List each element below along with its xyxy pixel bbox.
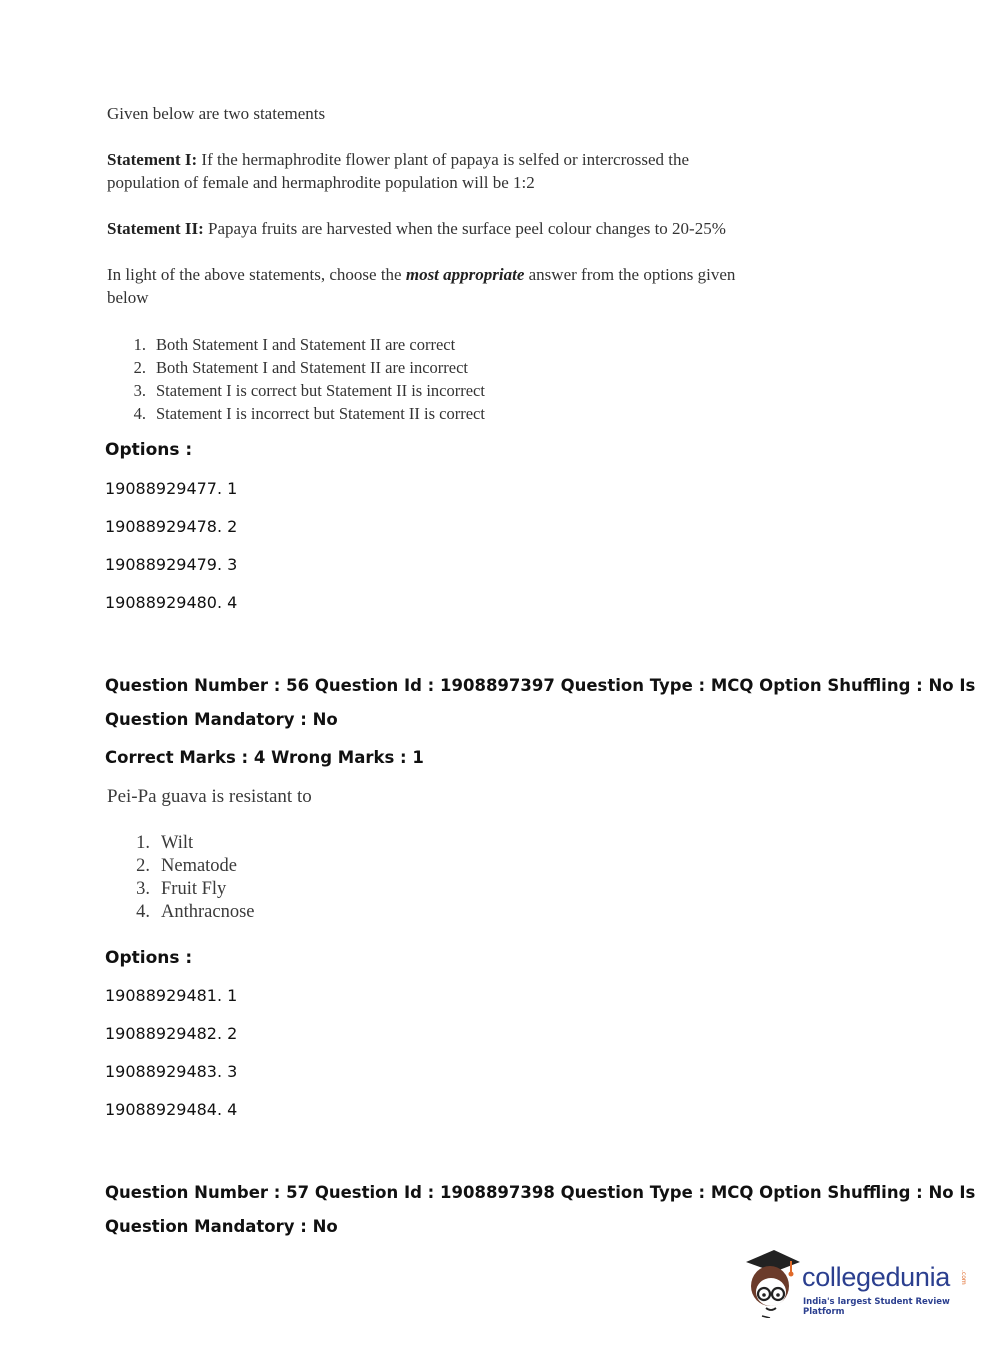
q56-option-3: 19088929483. 3 [105,1062,238,1081]
q55-statement-1-line2: population of female and hermaphrodite population will be 1:2 [107,173,535,192]
q55-instruction-line2: below [107,288,149,307]
list-item: 3. Statement I is correct but Statement II is incorrect [133,381,485,400]
list-item: 2. Both Statement I and Statement II are incorrect [133,358,469,377]
logo-dotcom: .com [960,1270,967,1285]
instruction-post: answer from the options given [524,265,736,284]
q56-question: Pei-Pa guava is resistant to [107,786,312,807]
list-item: 3. Fruit Fly [136,879,227,899]
q55-options-label: Options : [105,440,193,460]
q57-meta-line1: Question Number : 57 Question Id : 1908897398 Question Type : MCQ Option Shuffling : No Is [105,1183,976,1202]
instruction-emphasis: most appropriate [405,265,525,284]
collegedunia-logo[interactable] [740,1248,972,1318]
graduate-mascot-icon [740,1248,802,1318]
q56-meta-line2: Question Mandatory : No [105,710,338,729]
list-item: 1. Both Statement I and Statement II are correct [133,335,456,354]
statement-2-label: Statement II: [107,219,204,238]
q56-options-label: Options : [105,948,193,968]
q57-meta-line2: Question Mandatory : No [105,1217,338,1236]
q56-choice-list [132,832,255,924]
q55-instruction [107,265,735,285]
list-item: 2. Nematode [136,856,238,876]
list-item: 1. Wilt [136,833,194,853]
statement-1-label: Statement I: [107,150,198,169]
q56-option-4: 19088929484. 4 [105,1100,238,1119]
q55-intro: Given below are two statements [107,104,326,123]
q55-option-1: 19088929477. 1 [105,479,238,498]
q56-option-1: 19088929481. 1 [105,986,238,1005]
q56-marks: Correct Marks : 4 Wrong Marks : 1 [105,748,424,767]
q56-meta-line1: Question Number : 56 Question Id : 1908897397 Question Type : MCQ Option Shuffling : No Is [105,676,976,695]
q55-option-3: 19088929479. 3 [105,555,238,574]
q55-option-2: 19088929478. 2 [105,517,238,536]
q56-option-2: 19088929482. 2 [105,1024,238,1043]
q55-choice-list [130,333,485,425]
statement-1-text: If the hermaphrodite flower plant of papaya is selfed or intercrossed the [201,150,690,169]
logo-wordmark: collegedunia [802,1262,951,1292]
q55-option-4: 19088929480. 4 [105,593,238,612]
list-item: 4. Anthracnose [136,902,255,922]
statement-2-text: Papaya fruits are harvested when the surface peel colour changes to 20-25% [208,219,726,238]
q55-statement-2 [107,219,726,239]
q55-statement-1 [107,150,689,170]
list-item: 4. Statement I is incorrect but Statement II is correct [133,404,485,423]
instruction-pre: In light of the above statements, choose the [107,265,406,284]
logo-tagline: India's largest Student Review Platform [803,1297,950,1317]
